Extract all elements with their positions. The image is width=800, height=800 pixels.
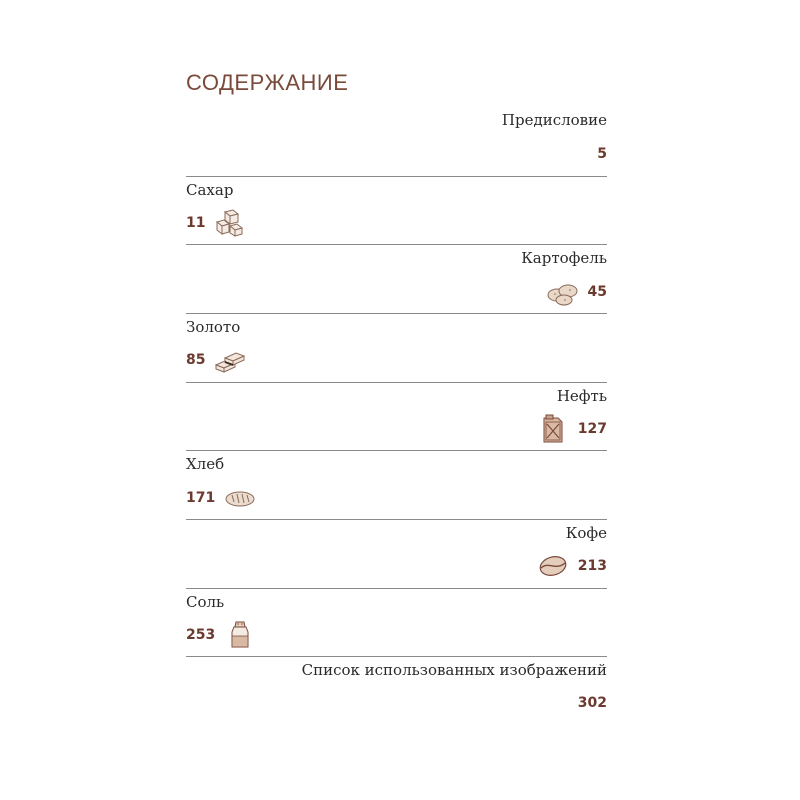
- toc-entry-page-number[interactable]: 127: [577, 421, 607, 437]
- toc-divider: [186, 313, 607, 314]
- toc-entry-pagerow-preface: [597, 137, 607, 171]
- toc-entry-title-potato[interactable]: Картофель: [521, 249, 607, 267]
- coffee-bean-icon: [536, 549, 570, 583]
- toc-divider: [186, 588, 607, 589]
- toc-entry-title-salt[interactable]: Соль: [186, 593, 225, 611]
- toc-entry-page-number[interactable]: 45: [587, 284, 607, 300]
- toc-divider: [186, 244, 607, 245]
- oil-canister-icon: [536, 412, 570, 446]
- toc-entry-page-number[interactable]: 213: [577, 558, 607, 574]
- gold-bars-icon: [213, 343, 247, 377]
- toc-entry-pagerow-sugar: [186, 206, 247, 240]
- toc-entry-pagerow-salt: [186, 618, 257, 652]
- toc-entry-title-image-list[interactable]: Список использованных изображений: [301, 661, 607, 679]
- toc-entry-pagerow-image-list: [578, 686, 607, 720]
- potatoes-icon: [546, 275, 580, 309]
- salt-shaker-icon: [223, 618, 257, 652]
- toc-entry-page-number[interactable]: 11: [186, 215, 206, 231]
- toc-entry-page-number[interactable]: 5: [597, 146, 607, 162]
- toc-entry-page-number[interactable]: 253: [186, 627, 216, 643]
- toc-entry-pagerow-potato: [546, 275, 607, 309]
- bread-loaf-icon: [223, 481, 257, 515]
- toc-entry-title-oil[interactable]: Нефть: [556, 387, 607, 405]
- sugar-cubes-icon: [213, 206, 247, 240]
- toc-entry-title-sugar[interactable]: Сахар: [186, 181, 234, 199]
- toc-entry-page-number[interactable]: 85: [186, 352, 206, 368]
- toc-title: СОДЕРЖАНИЕ: [186, 70, 349, 95]
- toc-divider: [186, 176, 607, 177]
- toc-entry-title-coffee[interactable]: Кофе: [565, 524, 607, 542]
- toc-entry-pagerow-coffee: [536, 549, 607, 583]
- toc-entry-pagerow-oil: [536, 412, 607, 446]
- toc-entry-title-gold[interactable]: Золото: [186, 318, 241, 336]
- toc-entry-pagerow-gold: [186, 343, 247, 377]
- toc-divider: [186, 656, 607, 657]
- toc-entry-title-preface[interactable]: Предисловие: [501, 111, 607, 129]
- toc-entry-page-number[interactable]: 302: [577, 695, 607, 711]
- toc-divider: [186, 519, 607, 520]
- toc-entry-page-number[interactable]: 171: [186, 490, 216, 506]
- toc-divider: [186, 382, 607, 383]
- toc-entry-title-bread[interactable]: Хлеб: [186, 455, 225, 473]
- toc-entry-pagerow-bread: [186, 481, 257, 515]
- toc-divider: [186, 450, 607, 451]
